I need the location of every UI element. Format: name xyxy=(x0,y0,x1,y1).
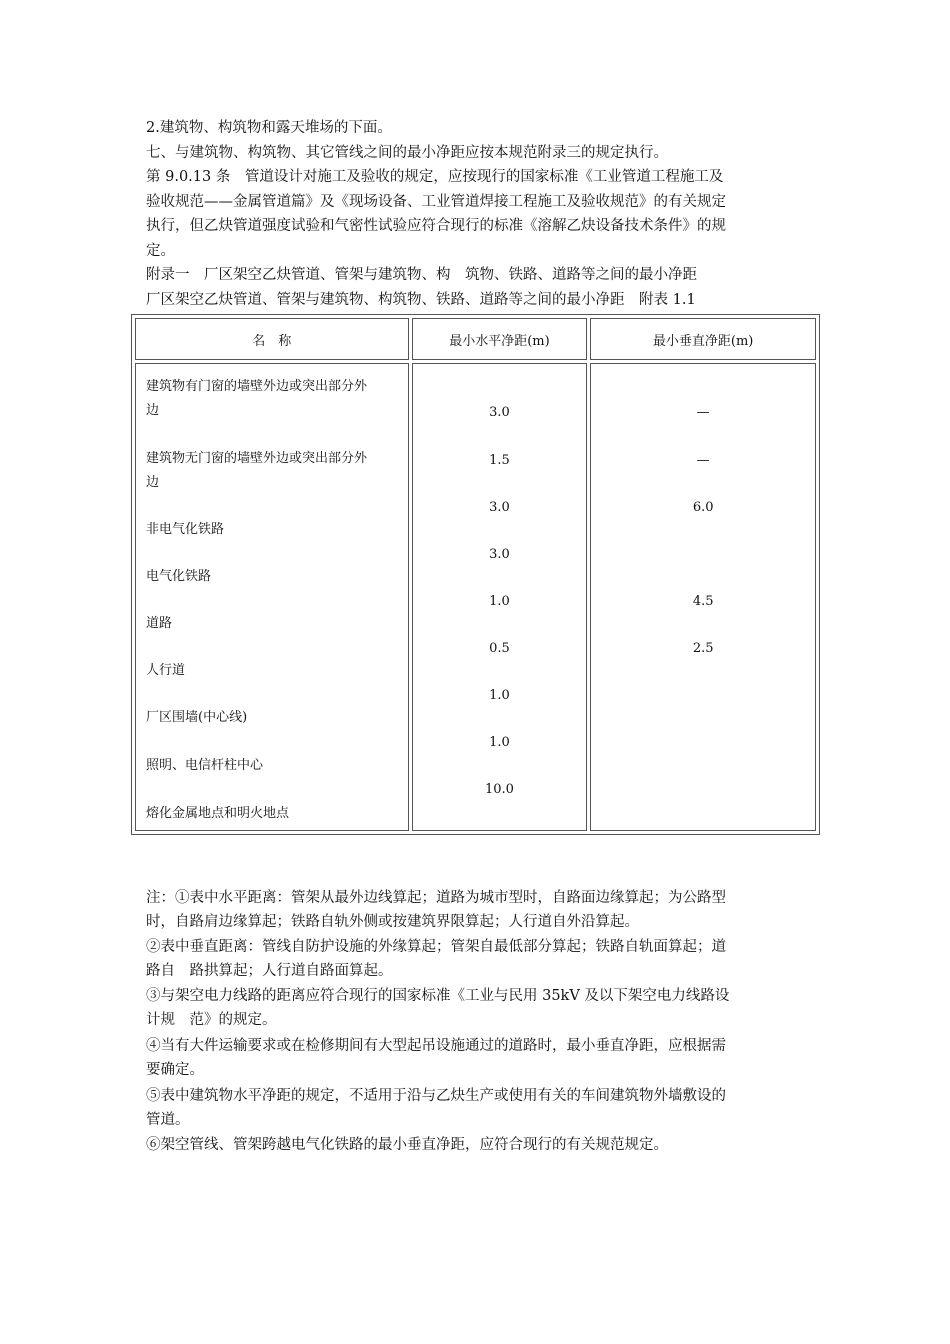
clearance-table xyxy=(131,314,820,835)
horizontal-value: 1.5 xyxy=(489,453,510,468)
name-cell: 照明、电信杆柱中心 xyxy=(146,758,264,773)
text-line: 执行，但乙炔管道强度试验和气密性试验应符合现行的标准《溶解乙炔设备技术条件》的规 xyxy=(146,218,726,234)
note-line: 计规 范》的规定。 xyxy=(146,1012,277,1028)
name-cell: 边 xyxy=(146,475,160,490)
name-cell: 道路 xyxy=(146,616,173,631)
name-cell: 厂区围墙(中心线) xyxy=(146,710,248,725)
horizontal-value: 0.5 xyxy=(489,641,510,656)
note-line: 要确定。 xyxy=(146,1062,204,1078)
horizontal-value: 1.0 xyxy=(489,735,510,750)
horizontal-value: 1.0 xyxy=(489,688,510,703)
note-line: 管道。 xyxy=(146,1112,190,1128)
text-line: 验收规范——金属管道篇》及《现场设备、工业管道焊接工程施工及验收规范》的有关规定 xyxy=(146,194,726,210)
header-name: 名 称 xyxy=(135,318,409,360)
horizontal-value: 3.0 xyxy=(489,547,510,562)
note-line: ④当有大件运输要求或在检修期间有大型起吊设施通过的道路时，最小垂直净距，应根据需 xyxy=(146,1038,726,1054)
vertical-column xyxy=(590,363,816,831)
header-horizontal: 最小水平净距(m) xyxy=(412,318,588,360)
note-line: 时，自路肩边缘算起；铁路自轨外侧或按建筑界限算起；人行道自外沿算起。 xyxy=(146,914,639,930)
name-column xyxy=(135,363,409,831)
vertical-value: 6.0 xyxy=(692,500,714,515)
horizontal-value: 3.0 xyxy=(489,405,510,420)
name-cell: 熔化金属地点和明火地点 xyxy=(146,806,290,821)
name-cell: 建筑物无门窗的墙壁外边或突出部分外 xyxy=(146,451,368,466)
vertical-value: 4.5 xyxy=(692,594,714,609)
clearance-table-wrapper xyxy=(131,314,820,835)
note-line: ②表中垂直距离：管线自防护设施的外缘算起；管架自最低部分算起；铁路自轨面算起；道 xyxy=(146,939,726,955)
note-line: ③与架空电力线路的距离应符合现行的国家标准《工业与民用 35kV 及以下架空电力线路设 xyxy=(146,988,730,1004)
table-caption: 厂区架空乙炔管道、管架与建筑物、构筑物、铁路、道路等之间的最小净距 附表 1.1 xyxy=(146,292,696,308)
horizontal-column xyxy=(412,363,588,831)
note-line: 路自 路拱算起；人行道自路面算起。 xyxy=(146,963,393,979)
note-line: 注：①表中水平距离：管架从最外边线算起；道路为城市型时，自路面边缘算起；为公路型 xyxy=(146,890,726,906)
horizontal-value: 1.0 xyxy=(489,594,510,609)
name-cell: 人行道 xyxy=(146,663,186,678)
text-line: 七、与建筑物、构筑物、其它管线之间的最小净距应按本规范附录三的规定执行。 xyxy=(146,145,668,161)
vertical-value: — xyxy=(696,453,710,468)
note-line: ⑥架空管线、管架跨越电气化铁路的最小垂直净距，应符合现行的有关规范规定。 xyxy=(146,1137,668,1153)
table-header-row xyxy=(135,318,816,360)
note-line: ⑤表中建筑物水平净距的规定，不适用于沿与乙炔生产或使用有关的车间建筑物外墙敷设的 xyxy=(146,1088,726,1104)
text-line: 2.建筑物、构筑物和露天堆场的下面。 xyxy=(146,120,392,136)
horizontal-value: 10.0 xyxy=(484,782,514,797)
horizontal-value: 3.0 xyxy=(489,500,510,515)
name-cell: 非电气化铁路 xyxy=(146,522,225,537)
name-cell: 电气化铁路 xyxy=(146,569,212,584)
text-line: 定。 xyxy=(146,243,175,259)
vertical-value: 2.5 xyxy=(692,641,714,656)
header-vertical: 最小垂直净距(m) xyxy=(590,318,816,360)
text-line: 第 9.0.13 条 管道设计对施工及验收的规定，应按现行的国家标准《工业管道工程施工及 xyxy=(146,169,724,185)
name-cell: 边 xyxy=(146,403,160,418)
table-body-row xyxy=(135,363,816,831)
vertical-value: — xyxy=(696,405,710,420)
name-cell: 建筑物有门窗的墙壁外边或突出部分外 xyxy=(146,379,368,394)
appendix-title: 附录一 厂区架空乙炔管道、管架与建筑物、构 筑物、铁路、道路等之间的最小净距 xyxy=(146,267,697,283)
